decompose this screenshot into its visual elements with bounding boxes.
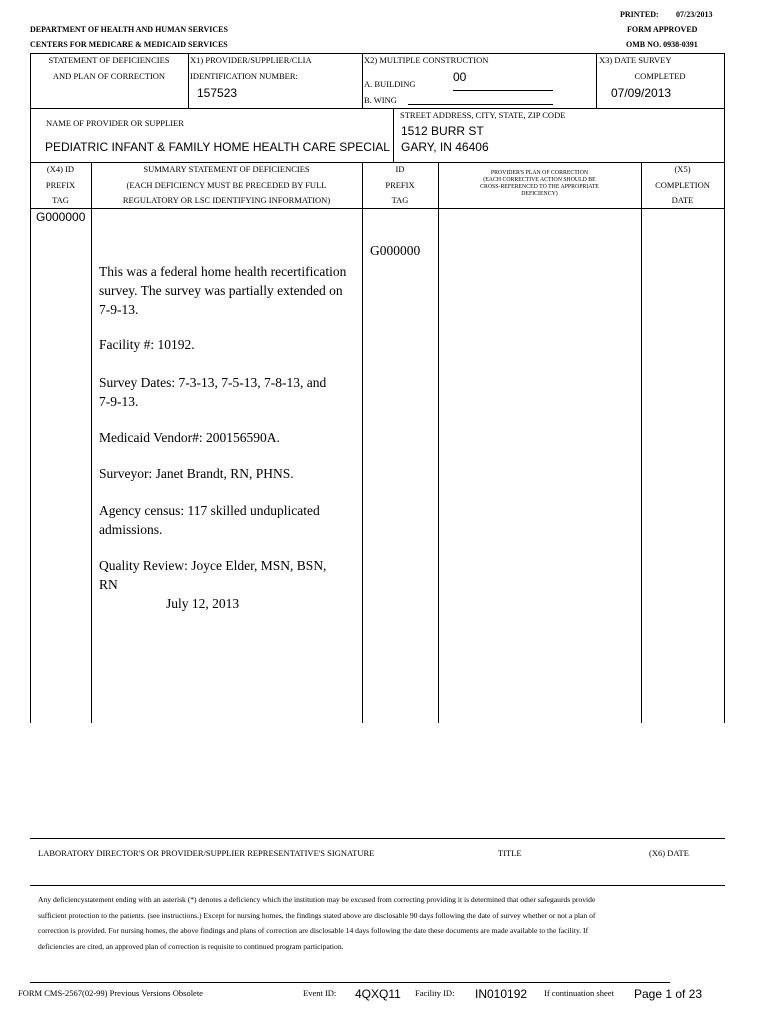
- wing-label: B. WING: [364, 95, 397, 105]
- x5-header-1: (X5): [674, 164, 691, 174]
- deficiency-paragraph-6: Agency census: 117 skilled unduplicated admissions.: [99, 503, 320, 537]
- x3-label-1: X3) DATE SURVEY: [599, 55, 672, 65]
- signature-title-label: TITLE: [498, 848, 522, 858]
- id-header-1: ID: [395, 164, 405, 174]
- deficiency-paragraph-3: Survey Dates: 7-3-13, 7-5-13, 7-8-13, and 7-9-13.: [99, 375, 327, 409]
- x5-header-2: COMPLETION: [655, 180, 710, 190]
- form-approved: FORM APPROVED: [627, 25, 698, 34]
- tag-prefix-left: G000000: [36, 210, 86, 224]
- plan-header-4: DEFICIENCY): [521, 191, 558, 197]
- x4-header-1: (X4) ID: [46, 164, 75, 174]
- department-name: DEPARTMENT OF HEALTH AND HUMAN SERVICES: [30, 25, 228, 34]
- facility-id-label: Facility ID:: [415, 988, 455, 998]
- page-number: Page 1 of 23: [634, 987, 703, 1001]
- deficiency-paragraph-5: Surveyor: Janet Brandt, RN, PHNS.: [99, 466, 294, 481]
- id-header-2: PREFIX: [385, 180, 415, 190]
- deficiency-paragraph-2: Facility #: 10192.: [99, 337, 195, 352]
- address-line-2: GARY, IN 46406: [401, 140, 489, 154]
- x1-label-2: IDENTIFICATION NUMBER:: [190, 71, 298, 81]
- event-id-value: 4QXQ11: [355, 987, 401, 1001]
- deficiency-paragraph-4: Medicaid Vendor#: 200156590A.: [99, 430, 280, 445]
- statement-label-1: STATEMENT OF DEFICIENCIES: [48, 55, 170, 65]
- summary-header-3: REGULATORY OR LSC IDENTIFYING INFORMATION): [122, 195, 331, 205]
- x1-label-1: X1) PROVIDER/SUPPLIER/CLIA: [190, 55, 312, 65]
- x4-header-3: TAG: [52, 195, 69, 205]
- statement-label-2: AND PLAN OF CORRECTION: [52, 71, 166, 81]
- x4-header-2: PREFIX: [45, 180, 76, 190]
- provider-name-value: PEDIATRIC INFANT & FAMILY HOME HEALTH CARE SPECIAL: [45, 140, 390, 154]
- plan-header-2: (EACH CORRECTIVE ACTION SHOULD BE: [483, 177, 596, 183]
- event-id-label: Event ID:: [303, 988, 337, 998]
- review-date: July 12, 2013: [166, 596, 240, 611]
- building-value: 00: [453, 70, 467, 84]
- continuation-label: If continuation sheet: [544, 988, 614, 998]
- x3-label-2: COMPLETED: [634, 71, 686, 81]
- form-number: FORM CMS-2567(02-99) Previous Versions Obsolete: [18, 988, 203, 998]
- survey-date-value: 07/09/2013: [611, 86, 672, 100]
- address-label: STREET ADDRESS, CITY, STATE, ZIP CODE: [400, 110, 566, 120]
- signature-label: LABORATORY DIRECTOR'S OR PROVIDER/SUPPLIER REPRESENTATIVE'S SIGNATURE: [38, 848, 375, 858]
- signature-date-label: (X6) DATE: [649, 848, 689, 858]
- plan-header: [438, 170, 641, 198]
- disclaimer-text: Any deficiencystatement ending with an asterisk (*) denotes a deficiency which the institution may be excused from correcting providing it is determined that other safegaurds provide sufficient protection to the patients. (see instructions.) Except for nursing homes, the findings stated above are disclosable 90 days following the date of survey whether or not a plan of correction is provided. For nursing homes, the above findings and plans of correction are disclosable 14 days following the date these documents are made available to the facility. If deficiencies are cited, an approved plan of correction is requisite to continued program participation.: [38, 895, 596, 951]
- deficiency-paragraph-7: Quality Review: Joyce Elder, MSN, BSN, RN: [99, 558, 327, 592]
- tag-prefix-right: G000000: [370, 243, 421, 258]
- summary-header-1: SUMMARY STATEMENT OF DEFICIENCIES: [143, 164, 310, 174]
- facility-id-value: IN010192: [475, 987, 528, 1001]
- summary-header-2: (EACH DEFICIENCY MUST BE PRECEDED BY FULL: [126, 180, 327, 190]
- plan-header-3: CROSS-REFERENCED TO THE APPROPRIATE: [480, 184, 599, 190]
- building-label: A. BUILDING: [364, 79, 416, 89]
- deficiency-paragraph-1: This was a federal home health recertification survey. The survey was partially extended on 7-9-13.: [99, 264, 347, 317]
- x2-label: X2) MULTIPLE CONSTRUCTION: [364, 55, 489, 65]
- provider-id-value: 157523: [197, 86, 238, 100]
- address-line-1: 1512 BURR ST: [401, 124, 484, 138]
- plan-header-1: PROVIDER'S PLAN OF CORRECTION: [490, 170, 589, 176]
- centers-name: CENTERS FOR MEDICARE & MEDICAID SERVICES: [30, 40, 228, 49]
- provider-name-label: NAME OF PROVIDER OR SUPPLIER: [46, 118, 184, 128]
- printed-date: 07/23/2013: [676, 10, 713, 19]
- id-header-3: TAG: [391, 195, 409, 205]
- printed-label: PRINTED:: [620, 10, 659, 19]
- x5-header-3: DATE: [671, 195, 694, 205]
- omb-number: OMB NO. 0938-0391: [626, 40, 698, 49]
